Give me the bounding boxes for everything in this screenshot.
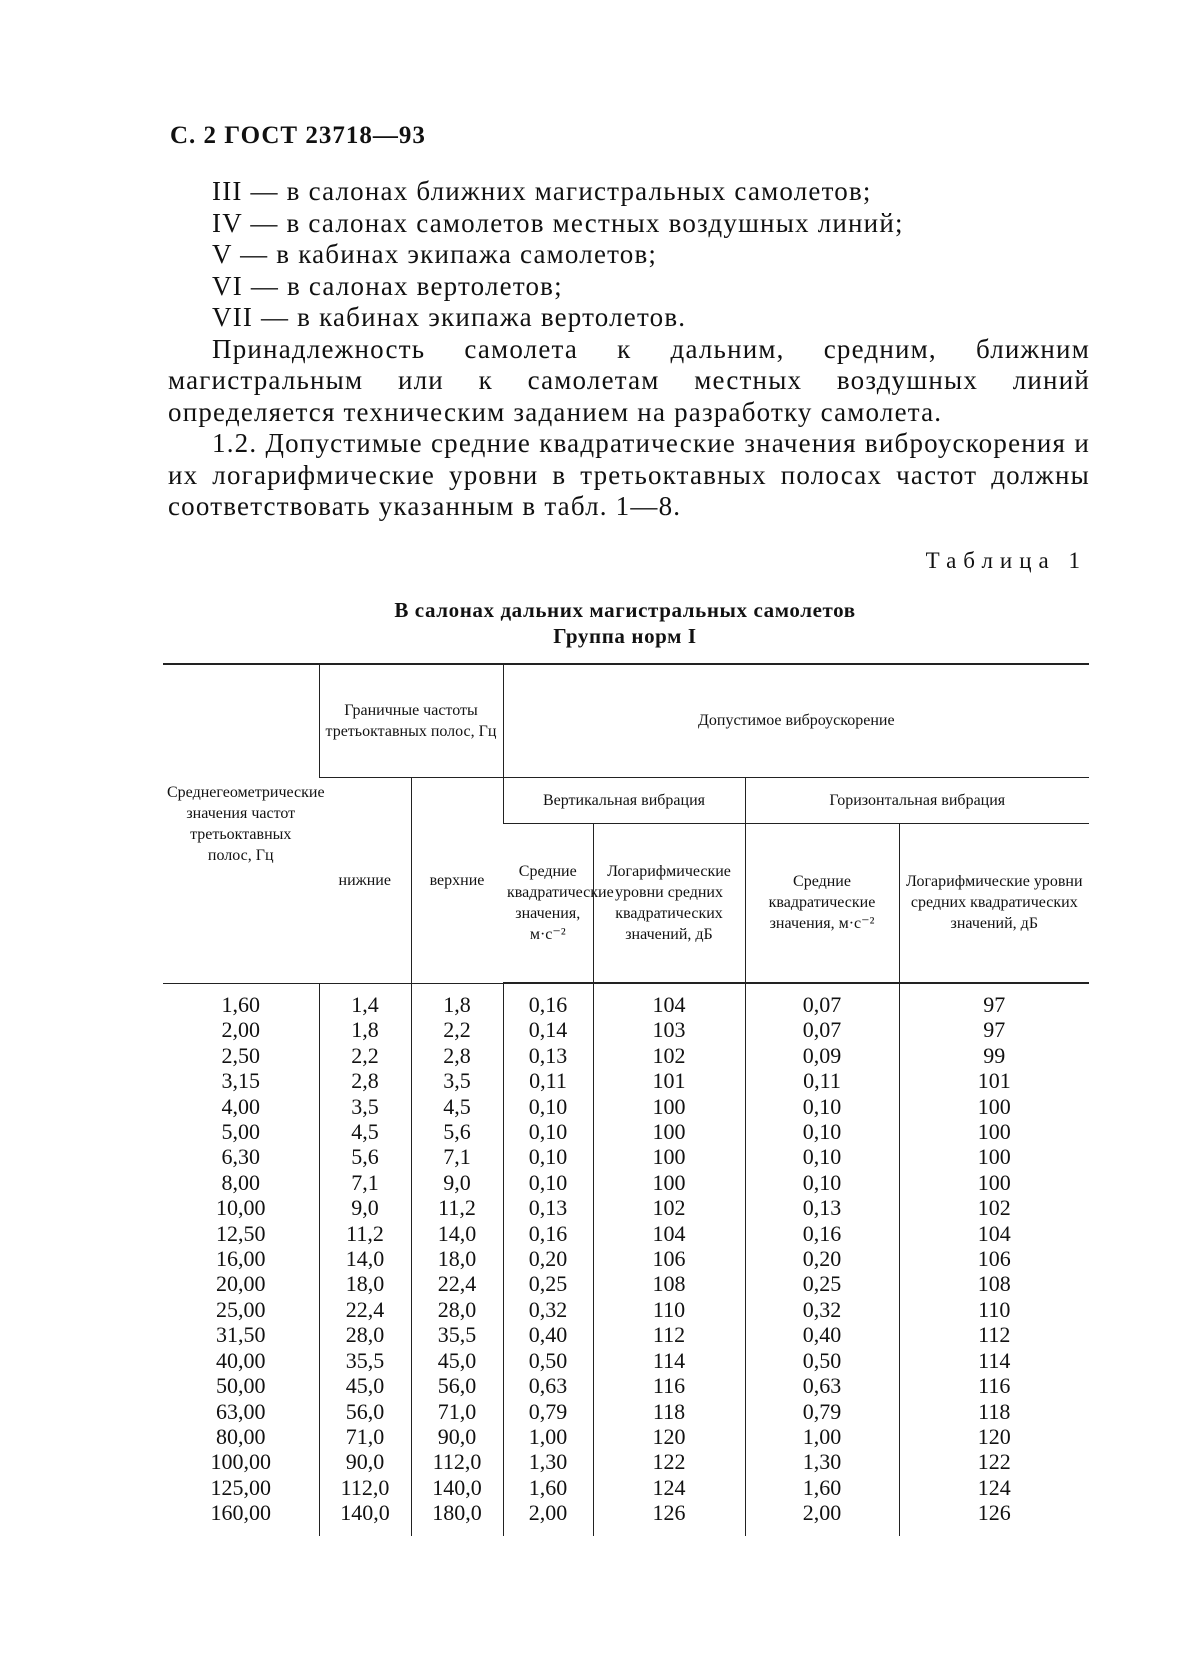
table-row (163, 983, 1089, 1017)
cell-lower-frequency: 22,4 (319, 1297, 411, 1322)
cell-vertical-rms: 0,79 (503, 1399, 593, 1424)
cell-vertical-rms: 0,16 (503, 1221, 593, 1246)
cell-lower-frequency: 2,2 (319, 1043, 411, 1068)
header-horizontal-rms: Средние квадратические значения, м·с⁻² (745, 823, 899, 983)
table-container (163, 663, 1089, 1536)
cell-horizontal-log-level: 110 (899, 1297, 1089, 1322)
cell-vertical-log-level: 103 (593, 1017, 745, 1042)
cell-center-frequency: 2,50 (221, 1042, 260, 1068)
cell-center-frequency: 80,00 (216, 1423, 266, 1449)
cell-horizontal-rms: 0,63 (745, 1373, 899, 1398)
cell-vertical-rms: 0,10 (503, 1119, 593, 1144)
cell-vertical-rms: 0,20 (503, 1246, 593, 1271)
header-allowed-acceleration: Допустимое виброускорение (503, 664, 1089, 777)
cell-vertical-rms: 0,25 (503, 1271, 593, 1296)
cell-upper-frequency: 14,0 (411, 1221, 503, 1246)
cell-upper-frequency: 3,5 (411, 1068, 503, 1093)
table-title-line-1: В салонах дальних магистральных самолетов (394, 598, 856, 622)
vibration-table (163, 663, 1089, 1536)
cell-center-frequency: 1,60 (221, 991, 260, 1017)
cell-vertical-log-level: 116 (593, 1373, 745, 1398)
cell-vertical-log-level: 114 (593, 1348, 745, 1373)
cell-horizontal-log-level: 122 (899, 1449, 1089, 1474)
cell-lower-frequency: 35,5 (319, 1348, 411, 1373)
cell-vertical-rms: 0,10 (503, 1170, 593, 1195)
cell-center-frequency: 160,00 (210, 1500, 271, 1526)
cell-lower-frequency: 140,0 (319, 1500, 411, 1535)
table-row (163, 1043, 1089, 1068)
cell-vertical-log-level: 118 (593, 1399, 745, 1424)
cell-vertical-rms: 0,10 (503, 1144, 593, 1169)
cell-vertical-log-level: 102 (593, 1195, 745, 1220)
cell-horizontal-rms: 0,50 (745, 1348, 899, 1373)
cell-vertical-log-level: 100 (593, 1094, 745, 1119)
header-boundary-frequencies: Граничные частоты третьоктавных полос, Гц (319, 664, 503, 777)
table-row (163, 1297, 1089, 1322)
cell-horizontal-rms: 0,11 (745, 1068, 899, 1093)
cell-vertical-rms: 0,32 (503, 1297, 593, 1322)
cell-upper-frequency: 18,0 (411, 1246, 503, 1271)
cell-horizontal-log-level: 108 (899, 1271, 1089, 1296)
table-row (163, 1424, 1089, 1449)
cell-center-frequency: 63,00 (216, 1398, 266, 1424)
cell-center-frequency: 40,00 (216, 1347, 266, 1373)
cell-vertical-rms: 1,00 (503, 1424, 593, 1449)
list-item-group-iii: III — в салонах ближних магистральных самолетов; (212, 176, 872, 206)
cell-center-frequency: 3,15 (221, 1068, 260, 1094)
paragraph-1-2: 1.2. Допустимые средние квадратические значения виброускорения и их логарифмические уровни в третьоктавных полосах частот должны соответствовать указанным в табл. 1—8. (168, 428, 1090, 521)
cell-lower-frequency: 2,8 (319, 1068, 411, 1093)
cell-horizontal-log-level: 100 (899, 1170, 1089, 1195)
cell-lower-frequency: 112,0 (319, 1475, 411, 1500)
table-title-line-2: Группа норм I (553, 624, 697, 648)
list-item-group-iv: IV — в салонах самолетов местных воздушных линий; (212, 207, 904, 238)
table-row (163, 1195, 1089, 1220)
cell-vertical-log-level: 108 (593, 1271, 745, 1296)
cell-horizontal-rms: 2,00 (745, 1500, 899, 1535)
header-horizontal-vibration: Горизонтальная вибрация (745, 777, 1089, 823)
cell-horizontal-log-level: 120 (899, 1424, 1089, 1449)
table-row (163, 1373, 1089, 1398)
header-vertical-rms: Средние квадратические значения, м·с⁻² (503, 823, 593, 983)
cell-horizontal-log-level: 104 (899, 1221, 1089, 1246)
cell-center-frequency: 2,00 (221, 1017, 260, 1043)
cell-upper-frequency: 112,0 (411, 1449, 503, 1474)
cell-vertical-rms: 0,10 (503, 1094, 593, 1119)
cell-horizontal-rms: 0,32 (745, 1297, 899, 1322)
cell-lower-frequency: 1,8 (319, 1017, 411, 1042)
cell-horizontal-log-level: 126 (899, 1500, 1089, 1535)
table-row (163, 1017, 1089, 1042)
cell-upper-frequency: 2,8 (411, 1043, 503, 1068)
table-row (163, 1144, 1089, 1169)
cell-vertical-log-level: 122 (593, 1449, 745, 1474)
cell-lower-frequency: 18,0 (319, 1271, 411, 1296)
body-text (168, 176, 1090, 523)
cell-center-frequency: 25,00 (216, 1296, 266, 1322)
cell-vertical-rms: 0,11 (503, 1068, 593, 1093)
cell-vertical-log-level: 106 (593, 1246, 745, 1271)
cell-horizontal-rms: 0,25 (745, 1271, 899, 1296)
cell-vertical-log-level: 100 (593, 1144, 745, 1169)
table-row (163, 1500, 1089, 1535)
cell-vertical-log-level: 126 (593, 1500, 745, 1535)
header-center-frequency: Среднегеометрические значения частот третьоктавных полос, Гц (163, 664, 319, 983)
cell-center-frequency: 100,00 (210, 1449, 271, 1475)
cell-center-frequency: 4,00 (221, 1093, 260, 1119)
list-item-group-vii: VII — в кабинах экипажа вертолетов. (212, 302, 687, 332)
cell-lower-frequency: 5,6 (319, 1144, 411, 1169)
cell-horizontal-rms: 0,40 (745, 1322, 899, 1347)
cell-horizontal-rms: 0,16 (745, 1221, 899, 1246)
cell-horizontal-log-level: 99 (899, 1043, 1089, 1068)
cell-vertical-rms: 2,00 (503, 1500, 593, 1535)
table-label: Таблица 1 (925, 548, 1087, 573)
cell-vertical-rms: 0,40 (503, 1322, 593, 1347)
cell-horizontal-rms: 0,07 (745, 1017, 899, 1042)
cell-lower-frequency: 7,1 (319, 1170, 411, 1195)
cell-vertical-rms: 0,50 (503, 1348, 593, 1373)
cell-horizontal-rms: 0,10 (745, 1144, 899, 1169)
cell-horizontal-rms: 0,10 (745, 1119, 899, 1144)
cell-horizontal-log-level: 100 (899, 1119, 1089, 1144)
cell-upper-frequency: 35,5 (411, 1322, 503, 1347)
cell-vertical-log-level: 120 (593, 1424, 745, 1449)
table-row (163, 1399, 1089, 1424)
cell-horizontal-log-level: 106 (899, 1246, 1089, 1271)
cell-lower-frequency: 90,0 (319, 1449, 411, 1474)
cell-lower-frequency: 28,0 (319, 1322, 411, 1347)
table-row (163, 1271, 1089, 1296)
cell-center-frequency: 5,00 (221, 1119, 260, 1145)
cell-center-frequency: 125,00 (210, 1474, 271, 1500)
cell-horizontal-log-level: 101 (899, 1068, 1089, 1093)
cell-lower-frequency: 71,0 (319, 1424, 411, 1449)
cell-lower-frequency: 3,5 (319, 1094, 411, 1119)
cell-upper-frequency: 2,2 (411, 1017, 503, 1042)
cell-horizontal-log-level: 102 (899, 1195, 1089, 1220)
cell-upper-frequency: 4,5 (411, 1094, 503, 1119)
cell-vertical-log-level: 124 (593, 1475, 745, 1500)
cell-center-frequency: 12,50 (216, 1220, 266, 1246)
paragraph-aircraft-class: Принадлежность самолета к дальним, средним, ближним магистральным или к самолетам местных воздушных линий определяется техническим заданием на разработку самолета. (168, 333, 1090, 427)
cell-upper-frequency: 180,0 (411, 1500, 503, 1535)
table-row (163, 1475, 1089, 1500)
cell-vertical-log-level: 112 (593, 1322, 745, 1347)
table-row (163, 1348, 1089, 1373)
cell-vertical-log-level: 110 (593, 1297, 745, 1322)
cell-horizontal-log-level: 116 (899, 1373, 1089, 1398)
cell-horizontal-rms: 0,79 (745, 1399, 899, 1424)
cell-vertical-log-level: 104 (593, 983, 745, 1017)
cell-vertical-log-level: 101 (593, 1068, 745, 1093)
cell-horizontal-rms: 0,10 (745, 1094, 899, 1119)
cell-horizontal-rms: 0,13 (745, 1195, 899, 1220)
cell-upper-frequency: 90,0 (411, 1424, 503, 1449)
cell-vertical-log-level: 102 (593, 1043, 745, 1068)
cell-horizontal-rms: 1,00 (745, 1424, 899, 1449)
cell-upper-frequency: 28,0 (411, 1297, 503, 1322)
cell-upper-frequency: 45,0 (411, 1348, 503, 1373)
cell-horizontal-log-level: 100 (899, 1144, 1089, 1169)
table-row (163, 1094, 1089, 1119)
cell-center-frequency: 16,00 (216, 1246, 266, 1272)
list-item-group-v: V — в кабинах экипажа самолетов; (212, 239, 658, 269)
table-row (163, 1221, 1089, 1246)
cell-horizontal-rms: 0,20 (745, 1246, 899, 1271)
cell-upper-frequency: 71,0 (411, 1399, 503, 1424)
table-row (163, 1119, 1089, 1144)
cell-vertical-rms: 1,30 (503, 1449, 593, 1474)
cell-horizontal-rms: 0,10 (745, 1170, 899, 1195)
cell-horizontal-log-level: 100 (899, 1094, 1089, 1119)
cell-lower-frequency: 1,4 (319, 983, 411, 1017)
cell-lower-frequency: 4,5 (319, 1119, 411, 1144)
cell-upper-frequency: 1,8 (411, 983, 503, 1017)
header-horizontal-log-level: Логарифмические уровни средних квадратических значений, дБ (899, 823, 1089, 983)
cell-vertical-log-level: 104 (593, 1221, 745, 1246)
cell-upper-frequency: 11,2 (411, 1195, 503, 1220)
table-row (163, 1449, 1089, 1474)
cell-center-frequency: 31,50 (216, 1322, 266, 1348)
cell-horizontal-rms: 0,09 (745, 1043, 899, 1068)
header-vertical-vibration: Вертикальная вибрация (503, 777, 745, 823)
cell-vertical-rms: 0,14 (503, 1017, 593, 1042)
table-row (163, 1068, 1089, 1093)
cell-upper-frequency: 9,0 (411, 1170, 503, 1195)
cell-center-frequency: 10,00 (216, 1195, 266, 1221)
cell-upper-frequency: 56,0 (411, 1373, 503, 1398)
cell-vertical-rms: 0,63 (503, 1373, 593, 1398)
table-row (163, 1170, 1089, 1195)
cell-lower-frequency: 9,0 (319, 1195, 411, 1220)
cell-lower-frequency: 45,0 (319, 1373, 411, 1398)
cell-horizontal-rms: 0,07 (745, 983, 899, 1017)
cell-horizontal-log-level: 118 (899, 1399, 1089, 1424)
table-row (163, 1322, 1089, 1347)
cell-vertical-rms: 0,13 (503, 1043, 593, 1068)
cell-horizontal-rms: 1,60 (745, 1475, 899, 1500)
cell-center-frequency: 8,00 (221, 1169, 260, 1195)
list-item-group-vi: VI — в салонах вертолетов; (212, 270, 563, 301)
header-lower: нижние (319, 777, 411, 983)
cell-upper-frequency: 140,0 (411, 1475, 503, 1500)
cell-vertical-rms: 0,13 (503, 1195, 593, 1220)
header-upper: верхние (411, 777, 503, 983)
cell-horizontal-rms: 1,30 (745, 1449, 899, 1474)
cell-vertical-rms: 1,60 (503, 1475, 593, 1500)
cell-center-frequency: 6,30 (221, 1144, 260, 1170)
running-header: С. 2 ГОСТ 23718—93 (170, 122, 426, 149)
cell-vertical-log-level: 100 (593, 1119, 745, 1144)
cell-upper-frequency: 7,1 (411, 1144, 503, 1169)
cell-vertical-log-level: 100 (593, 1170, 745, 1195)
cell-horizontal-log-level: 112 (899, 1322, 1089, 1347)
cell-horizontal-log-level: 114 (899, 1348, 1089, 1373)
cell-lower-frequency: 11,2 (319, 1221, 411, 1246)
cell-upper-frequency: 5,6 (411, 1119, 503, 1144)
cell-upper-frequency: 22,4 (411, 1271, 503, 1296)
cell-lower-frequency: 14,0 (319, 1246, 411, 1271)
cell-horizontal-log-level: 124 (899, 1475, 1089, 1500)
cell-vertical-rms: 0,16 (503, 983, 593, 1017)
cell-horizontal-log-level: 97 (899, 983, 1089, 1017)
header-vertical-log-level: Логарифмические уровни средних квадратических значений, дБ (593, 823, 745, 983)
table-row (163, 1246, 1089, 1271)
table-body (163, 983, 1089, 1536)
cell-lower-frequency: 56,0 (319, 1399, 411, 1424)
table-title (163, 597, 1087, 649)
cell-center-frequency: 50,00 (216, 1373, 266, 1399)
cell-center-frequency: 20,00 (216, 1271, 266, 1297)
cell-horizontal-log-level: 97 (899, 1017, 1089, 1042)
